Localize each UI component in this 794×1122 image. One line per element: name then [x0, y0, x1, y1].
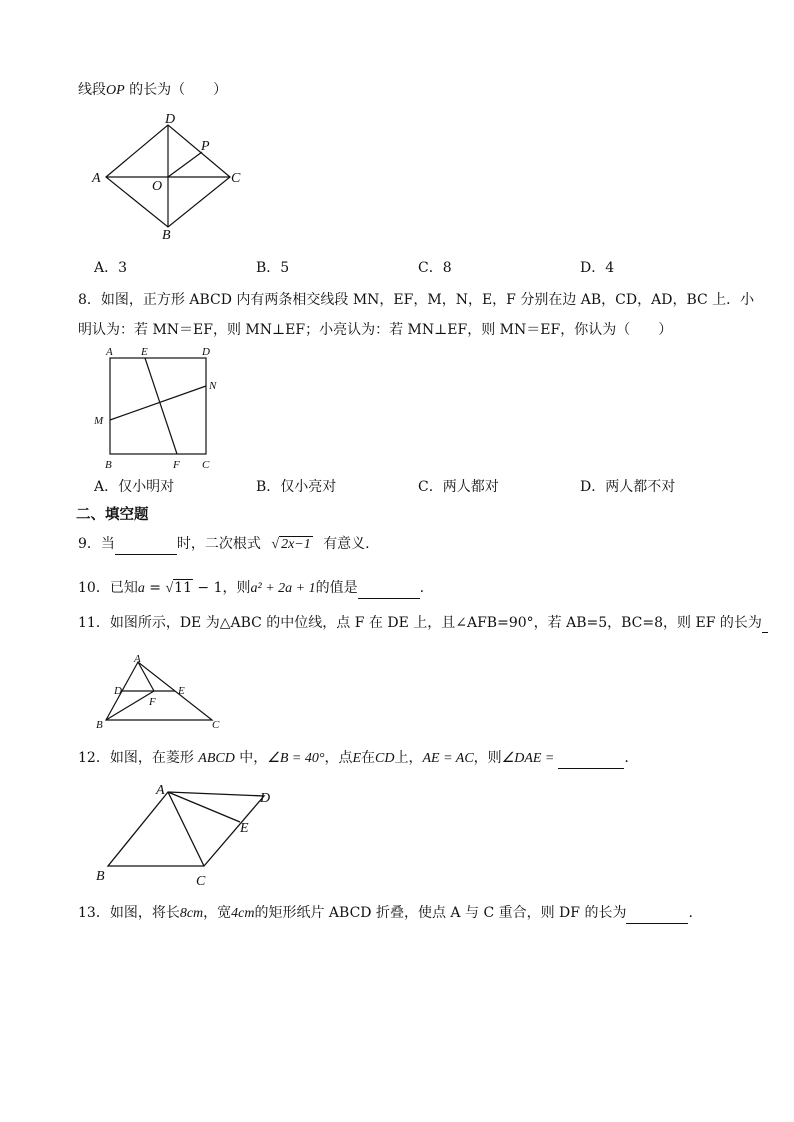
q12-diagonal-ac — [168, 792, 204, 866]
q8-label-d: D — [202, 346, 210, 358]
q11-answer-blank[interactable] — [762, 618, 768, 633]
q10-equals: = — [144, 580, 166, 596]
q8-label-c: C — [202, 459, 210, 471]
q11-question — [78, 613, 768, 633]
q10-expression: a² + 2a + 1 — [250, 581, 316, 596]
q8-square-outline — [110, 358, 206, 454]
q12-question — [78, 748, 629, 769]
section-heading-fill-in: 二、填空题 — [76, 507, 149, 523]
q12-segment-ae — [168, 792, 240, 822]
q12-label-a: A — [156, 783, 165, 798]
q7-label-a: A — [92, 171, 101, 186]
q10-expr-tail: − 1 — [192, 580, 223, 596]
q7-text-post: 的长为（ ） — [124, 82, 228, 98]
q7-label-d: D — [165, 112, 176, 127]
q12-rhombus-name: ABCD — [198, 751, 235, 766]
q10-text-pre: 10．已知 — [78, 580, 138, 596]
q11-label-e: E — [178, 685, 185, 697]
q10-text-post: 的值是 — [315, 580, 358, 596]
q10-radicand: 11 — [174, 580, 192, 596]
q9-radicand: 2x−1 — [281, 537, 311, 552]
q8-label-f: F — [173, 459, 180, 471]
q8-question-line1: 8．如图，正方形 ABCD 内有两条相交线段 MN，EF，M，N，E，F 分别在边 AB，CD，AD，BC 上．小 — [78, 292, 755, 308]
q9-text-pre: 9．当 — [78, 536, 115, 552]
q12-answer-blank[interactable] — [558, 754, 624, 769]
q12-text-mid1: 中， — [239, 750, 268, 766]
q12-text-pre: 12．如图，在菱形 — [78, 750, 194, 766]
q12-text-mid3: 在 — [361, 750, 376, 766]
q8-square-figure — [90, 342, 230, 472]
q13-text-post: 的矩形纸片 ABCD 折叠，使点 A 与 C 重合，则 DF 的长为 — [254, 905, 627, 921]
q12-side-cd: CD — [375, 751, 395, 766]
q7-variable-op: OP — [106, 83, 125, 98]
q12-label-d: D — [260, 791, 271, 806]
q7-option-b[interactable]: B．5 — [256, 260, 290, 276]
q13-width: 4cm — [231, 906, 255, 921]
q7-option-a[interactable]: A．3 — [94, 260, 128, 276]
q13-text-pre: 13．如图，将长 — [78, 905, 180, 921]
q7-text-pre: 线段 — [78, 82, 106, 98]
q13-text-mid: ，宽 — [203, 905, 232, 921]
q8-option-a[interactable]: A．仅小明对 — [94, 479, 175, 495]
q12-angle-b: ∠B = 40° — [267, 751, 325, 766]
q12-label-c: C — [196, 874, 206, 889]
q7-rhombus-figure — [88, 108, 258, 243]
q12-point-e: E — [352, 751, 362, 766]
q7-question-tail — [78, 80, 227, 101]
q11-triangle-figure — [90, 650, 230, 732]
q12-text-mid5: ，则 — [473, 750, 502, 766]
q12-text-mid4: 上， — [394, 750, 423, 766]
q9-text-mid: 时，二次根式 — [176, 536, 261, 552]
q7-option-d[interactable]: D．4 — [580, 260, 615, 276]
q7-label-p: P — [201, 139, 210, 154]
q9-question — [78, 534, 370, 555]
q8-question-line2: 明认为：若 MN＝EF，则 MN⊥EF；小亮认为：若 MN⊥EF，则 MN＝EF，你认为（ ） — [78, 322, 673, 338]
q8-option-b[interactable]: B．仅小亮对 — [256, 479, 337, 495]
q7-label-b: B — [162, 228, 171, 243]
q8-option-c[interactable]: C．两人都对 — [418, 479, 499, 495]
q11-label-f: F — [149, 696, 156, 708]
q8-label-b: B — [105, 459, 112, 471]
q11-label-d: D — [114, 685, 122, 697]
q11-label-a: A — [134, 653, 141, 665]
q12-label-e: E — [240, 821, 249, 836]
q7-segment-op — [168, 152, 202, 177]
q7-label-o: O — [152, 179, 163, 194]
q11-text: 11．如图所示，DE 为△ABC 的中位线，点 F 在 DE 上，且∠AFB=90°，若 AB=5，BC=8，则 EF 的长为 — [78, 615, 762, 631]
q11-label-b: B — [96, 719, 103, 731]
q7-option-c[interactable]: C．8 — [418, 260, 452, 276]
q12-text-mid2: ，点 — [324, 750, 353, 766]
q8-label-m: M — [94, 415, 104, 427]
q13-answer-blank[interactable] — [626, 909, 688, 924]
q8-option-d[interactable]: D．两人都不对 — [580, 479, 676, 495]
q9-radical: √ 2x−1 — [271, 537, 311, 552]
q10-period: . — [419, 580, 425, 596]
q12-label-b: B — [96, 869, 105, 884]
q13-length: 8cm — [179, 906, 204, 921]
q8-label-a: A — [106, 346, 113, 358]
q8-segment-mn — [110, 386, 206, 420]
q12-angle-dae: ∠DAE = — [501, 751, 555, 766]
q12-condition: AE = AC — [422, 751, 474, 766]
q13-period: . — [688, 905, 693, 921]
q10-answer-blank[interactable] — [358, 584, 420, 599]
q11-segment-af — [138, 662, 154, 691]
q10-question: 10．已知a = √11 − 1，则a² + 2a + 1的值是 . — [78, 578, 424, 599]
q10-text-mid: ，则 — [222, 580, 251, 596]
q13-question — [78, 903, 693, 924]
q9-text-post: 有意义. — [323, 536, 370, 552]
q8-label-e: E — [141, 346, 148, 358]
q9-answer-blank[interactable] — [115, 540, 177, 555]
q12-period: . — [624, 750, 629, 766]
q10-var-a: a — [137, 581, 145, 596]
q8-label-n: N — [209, 380, 217, 392]
q11-label-c: C — [212, 719, 220, 731]
q12-rhombus-figure — [92, 780, 292, 890]
q7-label-c: C — [231, 171, 241, 186]
